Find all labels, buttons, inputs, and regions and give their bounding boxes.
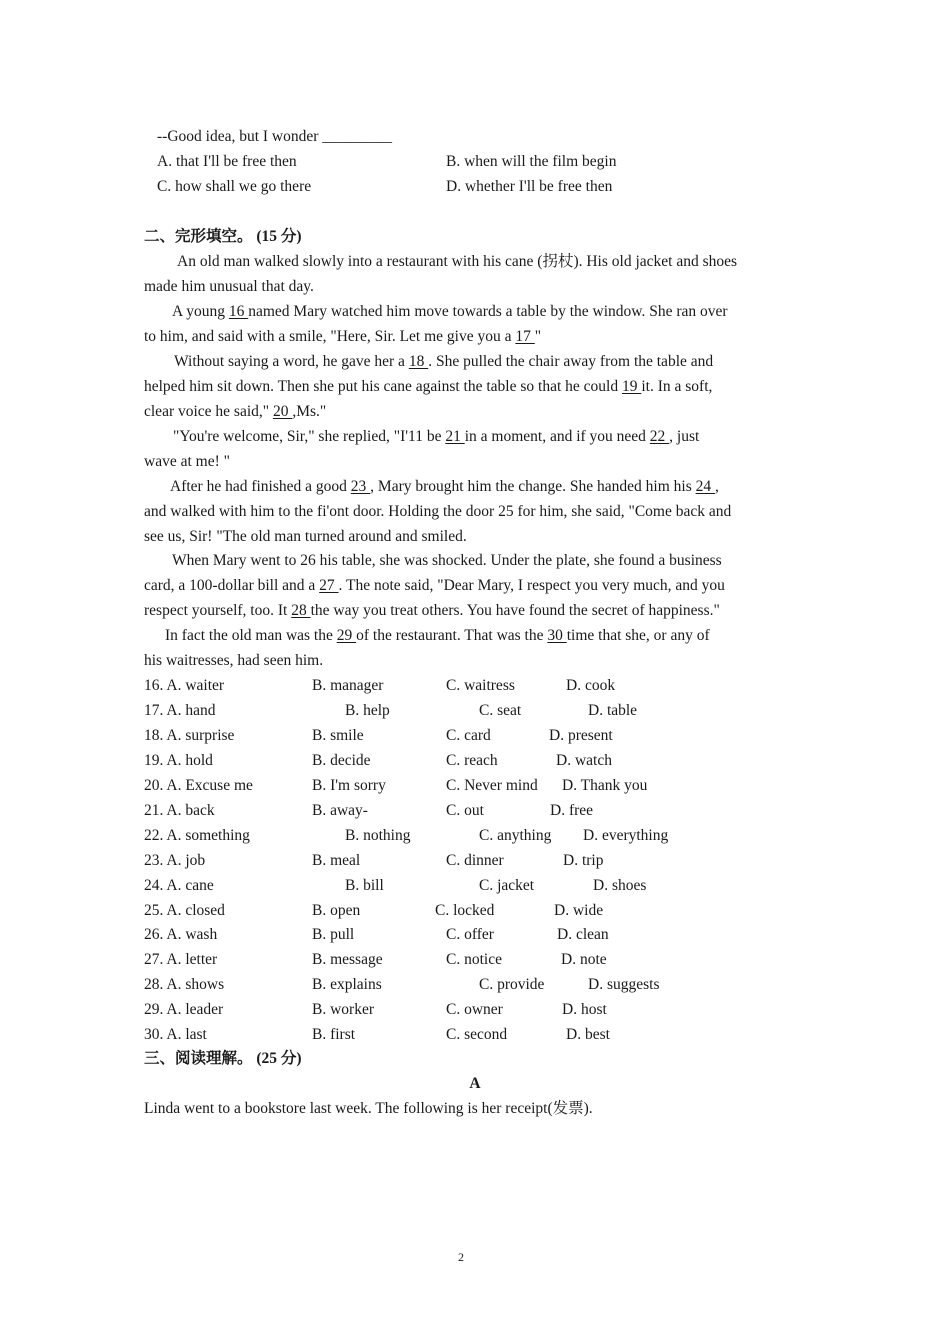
question-26-option-c: C. offer: [446, 926, 494, 943]
question-20-option-b: B. I'm sorry: [312, 777, 386, 794]
question-29-option-b: B. worker: [312, 1001, 374, 1018]
question-28-option-a: 28. A. shows: [144, 976, 225, 993]
cloze-paragraph-5-line-1: After he had finished a good 23 , Mary brought him the change. She handed him his 24 ,: [170, 478, 719, 495]
question-26-option-d: D. clean: [557, 926, 609, 943]
question-24-option-b: B. bill: [345, 877, 384, 894]
question-23-option-a: 23. A. job: [144, 852, 206, 869]
question-17-option-c: C. seat: [479, 702, 522, 719]
blank-28: 28: [291, 602, 311, 619]
blank-24: 24: [695, 478, 715, 495]
question-20-option-c: C. Never mind: [446, 777, 538, 794]
question-17-option-b: B. help: [345, 702, 390, 719]
question-17-option-d: D. table: [588, 702, 638, 719]
cloze-section-heading: 二、完形填空。 (15 分): [144, 228, 302, 245]
question-18-option-a: 18. A. surprise: [144, 727, 235, 744]
option-a: A. that I'll be free then: [157, 153, 297, 170]
option-b: B. when will the film begin: [446, 153, 617, 170]
question-16-option-c: C. waitress: [446, 677, 515, 694]
question-29-option-c: C. owner: [446, 1001, 503, 1018]
question-29-option-d: D. host: [562, 1001, 607, 1018]
cloze-paragraph-2-line-2: to him, and said with a smile, "Here, Sir. Let me give you a 17 ": [144, 328, 542, 345]
cloze-paragraph-3-line-2: helped him sit down. Then she put his cane against the table so that he could 19 it. In a soft,: [144, 378, 713, 395]
question-25-option-c: C. locked: [435, 902, 495, 919]
question-28-option-d: D. suggests: [588, 976, 660, 993]
question-20-option-a: 20. A. Excuse me: [144, 777, 253, 794]
blank-27: 27: [319, 577, 339, 594]
question-17-option-a: 17. A. hand: [144, 702, 216, 719]
question-25-option-d: D. wide: [554, 902, 604, 919]
question-24-option-c: C. jacket: [479, 877, 535, 894]
blank-30: 30: [547, 627, 567, 644]
question-27-option-a: 27. A. letter: [144, 951, 218, 968]
cloze-paragraph-5-line-2: and walked with him to the fi'ont door. Holding the door 25 for him, she said, "Come back and: [144, 503, 732, 520]
question-19-option-c: C. reach: [446, 752, 498, 769]
question-30-option-a: 30. A. last: [144, 1026, 207, 1043]
blank-20: 20: [272, 403, 293, 420]
cloze-paragraph-1-line-2: made him unusual that day.: [144, 278, 314, 295]
question-26-option-b: B. pull: [312, 926, 355, 943]
question-25-option-a: 25. A. closed: [144, 902, 225, 919]
blank-29: 29: [336, 627, 357, 644]
question-19-option-d: D. watch: [556, 752, 612, 769]
option-d: D. whether I'll be free then: [446, 178, 613, 195]
question-30-option-c: C. second: [446, 1026, 508, 1043]
blank-18: 18: [408, 353, 429, 370]
question-18-option-c: C. card: [446, 727, 491, 744]
cloze-paragraph-1-line-1: An old man walked slowly into a restaurant with his cane (拐杖). His old jacket and shoes: [177, 253, 738, 270]
cloze-paragraph-3-line-1: Without saying a word, he gave her a 18 . She pulled the chair away from the table and: [174, 353, 714, 370]
question-27-option-d: D. note: [561, 951, 607, 968]
question-18-option-b: B. smile: [312, 727, 364, 744]
question-24-option-d: D. shoes: [593, 877, 647, 894]
question-prompt: --Good idea, but I wonder _________: [157, 128, 393, 145]
cloze-paragraph-4-line-2: wave at me! ": [144, 453, 230, 470]
question-22-option-d: D. everything: [583, 827, 669, 844]
option-c: C. how shall we go there: [157, 178, 312, 195]
cloze-paragraph-4-line-1: "You're welcome, Sir," she replied, "I'11 be 21 in a moment, and if you need 22 , just: [173, 428, 700, 445]
cloze-paragraph-7-line-2: his waitresses, had seen him.: [144, 652, 324, 669]
question-22-option-a: 22. A. something: [144, 827, 250, 844]
question-28-option-b: B. explains: [312, 976, 382, 993]
question-24-option-a: 24. A. cane: [144, 877, 214, 894]
question-29-option-a: 29. A. leader: [144, 1001, 224, 1018]
cloze-paragraph-6-line-1: When Mary went to 26 his table, she was shocked. Under the plate, she found a business: [172, 552, 722, 569]
question-16-option-d: D. cook: [566, 677, 616, 694]
question-22-option-c: C. anything: [479, 827, 552, 844]
blank-16: 16: [228, 303, 249, 320]
cloze-paragraph-7-line-1: In fact the old man was the 29 of the restaurant. That was the 30 time that she, or any of: [165, 627, 710, 644]
blank-17: 17: [515, 328, 535, 345]
reading-intro: Linda went to a bookstore last week. The following is her receipt(发票).: [144, 1100, 593, 1117]
question-16-option-b: B. manager: [312, 677, 384, 694]
question-21-option-d: D. free: [550, 802, 594, 819]
reading-passage-label: A: [469, 1075, 481, 1092]
question-30-option-d: D. best: [566, 1026, 610, 1043]
cloze-paragraph-2-line-1: A young 16 named Mary watched him move towards a table by the window. She ran over: [172, 303, 728, 320]
blank-19: 19: [621, 378, 642, 395]
question-21-option-c: C. out: [446, 802, 484, 819]
question-22-option-b: B. nothing: [345, 827, 411, 844]
question-23-option-c: C. dinner: [446, 852, 504, 869]
question-20-option-d: D. Thank you: [562, 777, 648, 794]
question-25-option-b: B. open: [312, 902, 361, 919]
question-30-option-b: B. first: [312, 1026, 356, 1043]
question-23-option-d: D. trip: [563, 852, 604, 869]
cloze-paragraph-6-line-3: respect yourself, too. It 28 the way you treat others. You have found the secret of happiness.": [144, 602, 720, 619]
blank-21: 21: [445, 428, 465, 445]
blank-22: 22: [649, 428, 670, 445]
question-19-option-a: 19. A. hold: [144, 752, 213, 769]
question-18-option-d: D. present: [549, 727, 613, 744]
question-27-option-c: C. notice: [446, 951, 502, 968]
reading-section-heading: 三、阅读理解。 (25 分): [144, 1050, 302, 1067]
question-23-option-b: B. meal: [312, 852, 361, 869]
question-19-option-b: B. decide: [312, 752, 371, 769]
question-26-option-a: 26. A. wash: [144, 926, 218, 943]
question-28-option-c: C. provide: [479, 976, 545, 993]
cloze-paragraph-3-line-3: clear voice he said," 20 ,Ms.": [144, 403, 327, 420]
cloze-paragraph-5-line-3: see us, Sir! "The old man turned around and smiled.: [144, 528, 467, 545]
cloze-paragraph-6-line-2: card, a 100-dollar bill and a 27 . The note said, "Dear Mary, I respect you very much, and you: [144, 577, 725, 594]
question-21-option-b: B. away-: [312, 802, 368, 819]
question-27-option-b: B. message: [312, 951, 383, 968]
question-21-option-a: 21. A. back: [144, 802, 215, 819]
question-16-option-a: 16. A. waiter: [144, 677, 225, 694]
page-number: 2: [458, 1250, 464, 1264]
blank-23: 23: [350, 478, 371, 495]
